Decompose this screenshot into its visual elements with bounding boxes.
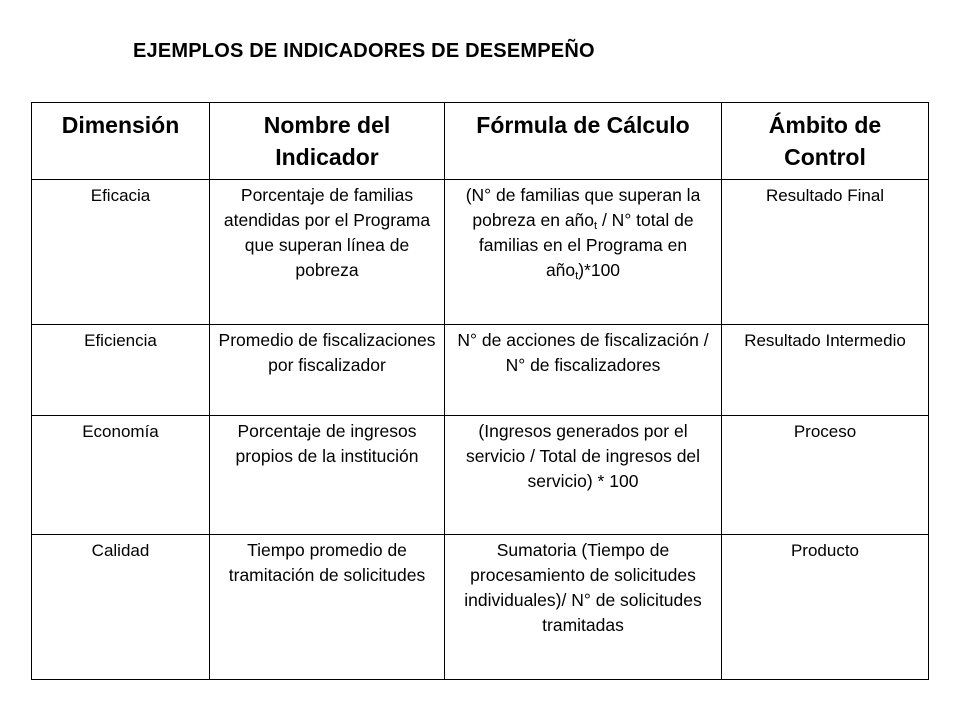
formula-subscript-2: t <box>575 270 579 282</box>
table-row <box>32 325 929 416</box>
cell-ambito: Resultado Final <box>722 180 929 325</box>
cell-dimension: Economía <box>32 416 210 535</box>
formula-subscript-1: t <box>594 220 598 232</box>
table-row <box>32 416 929 535</box>
cell-indicator-name: Tiempo promedio de tramitación de solicitudes <box>210 535 445 680</box>
table-header-row <box>32 103 929 180</box>
formula-text-part-2: / N° total de familias en el Programa en año <box>478 210 694 280</box>
cell-formula <box>445 180 722 325</box>
table-row <box>32 535 929 680</box>
formula-text-part-3: )*100 <box>578 260 621 280</box>
cell-formula: (Ingresos generados por el servicio / Total de ingresos del servicio) * 100 <box>445 416 722 535</box>
cell-indicator-name: Porcentaje de ingresos propios de la institución <box>210 416 445 535</box>
page-title: EJEMPLOS DE INDICADORES DE DESEMPEÑO <box>133 40 595 62</box>
cell-indicator-name: Promedio de fiscalizaciones por fiscalizador <box>210 325 445 416</box>
cell-ambito: Producto <box>722 535 929 680</box>
cell-dimension: Eficacia <box>32 180 210 325</box>
cell-formula: Sumatoria (Tiempo de procesamiento de solicitudes individuales)/ N° de solicitudes tramitadas <box>445 535 722 680</box>
table-row <box>32 180 929 325</box>
cell-ambito: Proceso <box>722 416 929 535</box>
cell-formula: N° de acciones de fiscalización / N° de fiscalizadores <box>445 325 722 416</box>
cell-dimension: Eficiencia <box>32 325 210 416</box>
header-formula: Fórmula de Cálculo <box>445 103 722 180</box>
cell-ambito: Resultado Intermedio <box>722 325 929 416</box>
header-indicator-name: Nombre del Indicador <box>210 103 445 180</box>
indicators-table <box>31 102 929 680</box>
cell-dimension: Calidad <box>32 535 210 680</box>
cell-indicator-name: Porcentaje de familias atendidas por el Programa que superan línea de pobreza <box>210 180 445 325</box>
header-dimension: Dimensión <box>32 103 210 180</box>
header-ambito: Ámbito de Control <box>722 103 929 180</box>
formula-text-part-1: (N° de familias que superan la pobreza en año <box>465 185 701 230</box>
